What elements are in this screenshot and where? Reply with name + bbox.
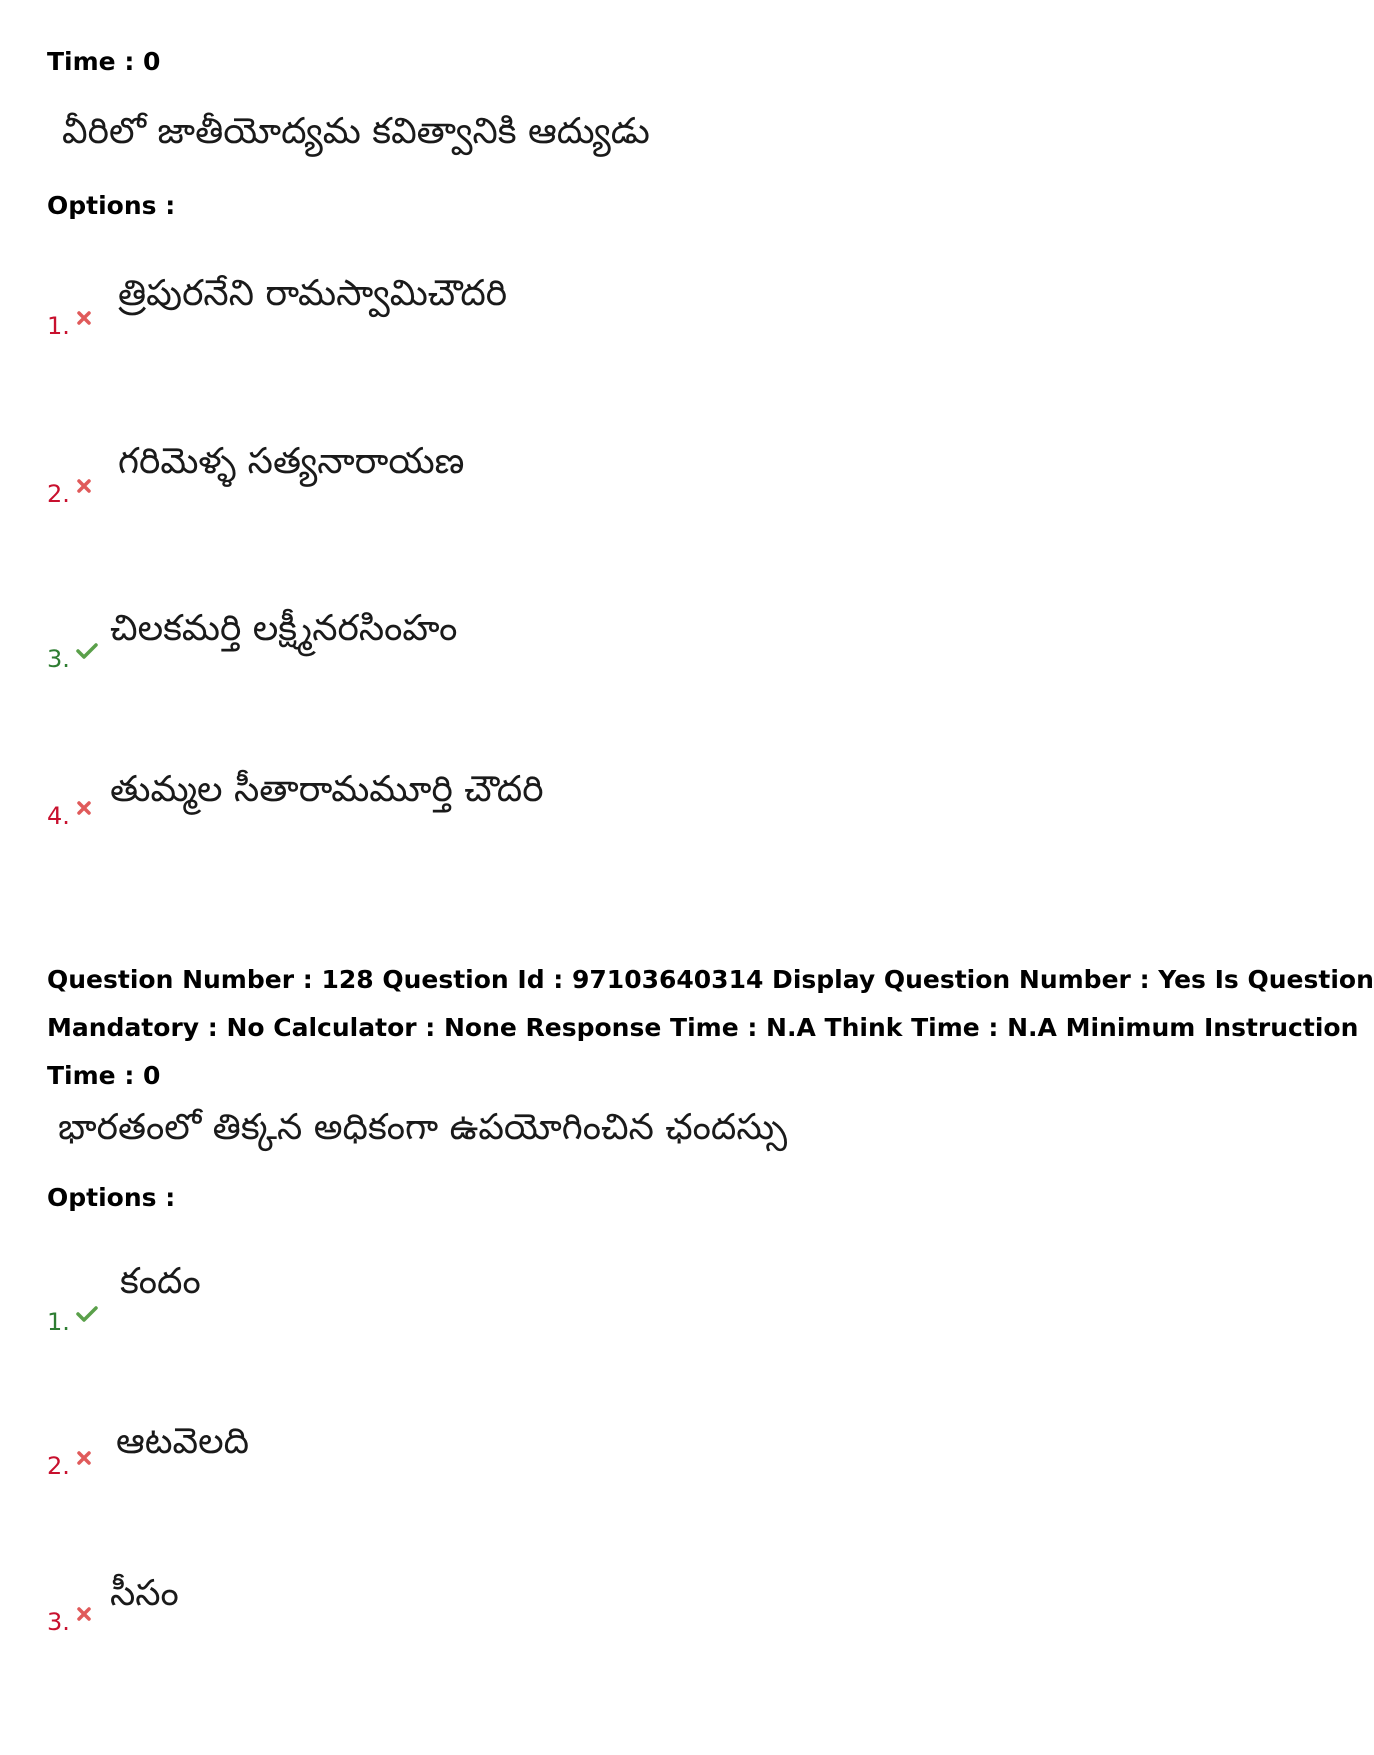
question-meta-line-2: Mandatory : No Calculator : None Response Time : N.A Think Time : N.A Minimum Instruction — [47, 1013, 1359, 1042]
option-number-label: 3. — [47, 645, 70, 673]
cross-icon — [76, 478, 92, 494]
check-icon — [76, 643, 98, 659]
option-text: తుమ్మల సీతారామమూర్తి చౌదరి — [110, 769, 544, 810]
option-number — [47, 1606, 92, 1636]
option-text: గరిమెళ్ళ సత్యనారాయణ — [118, 441, 465, 482]
options-label: Options : — [47, 1183, 176, 1212]
option-number-label: 2. — [47, 480, 70, 508]
option-number — [47, 1306, 98, 1336]
cross-icon — [76, 1450, 92, 1466]
option-text: చిలకమర్తి లక్ష్మీనరసింహం — [110, 608, 458, 649]
question-text: భారతంలో తిక్కన అధికంగా ఉపయోగించిన ఛందస్సు — [58, 1107, 788, 1148]
option-text: త్రిపురనేని రామస్వామిచౌదరి — [118, 273, 508, 314]
question-meta-line-1: Question Number : 128 Question Id : 97103640314 Display Question Number : Yes Is Question — [47, 965, 1374, 994]
option-text: ఆటవెలది — [116, 1421, 250, 1462]
option-text: కందం — [120, 1261, 201, 1302]
option-number — [47, 478, 92, 508]
check-icon — [76, 1306, 98, 1322]
option-number — [47, 643, 98, 673]
cross-icon — [76, 1606, 92, 1622]
cross-icon — [76, 800, 92, 816]
time-label: Time : 0 — [47, 1061, 161, 1090]
question-text: వీరిలో జాతీయోద్యమ కవిత్వానికి ఆద్యుడు — [62, 111, 650, 152]
option-number — [47, 310, 92, 340]
option-number-label: 1. — [47, 1308, 70, 1336]
option-number — [47, 800, 92, 830]
options-label: Options : — [47, 191, 176, 220]
option-number-label: 3. — [47, 1608, 70, 1636]
cross-icon — [76, 310, 92, 326]
option-number-label: 2. — [47, 1452, 70, 1480]
option-number-label: 1. — [47, 312, 70, 340]
option-text: సీసం — [110, 1573, 179, 1614]
time-label: Time : 0 — [47, 47, 161, 76]
option-number-label: 4. — [47, 802, 70, 830]
option-number — [47, 1450, 92, 1480]
